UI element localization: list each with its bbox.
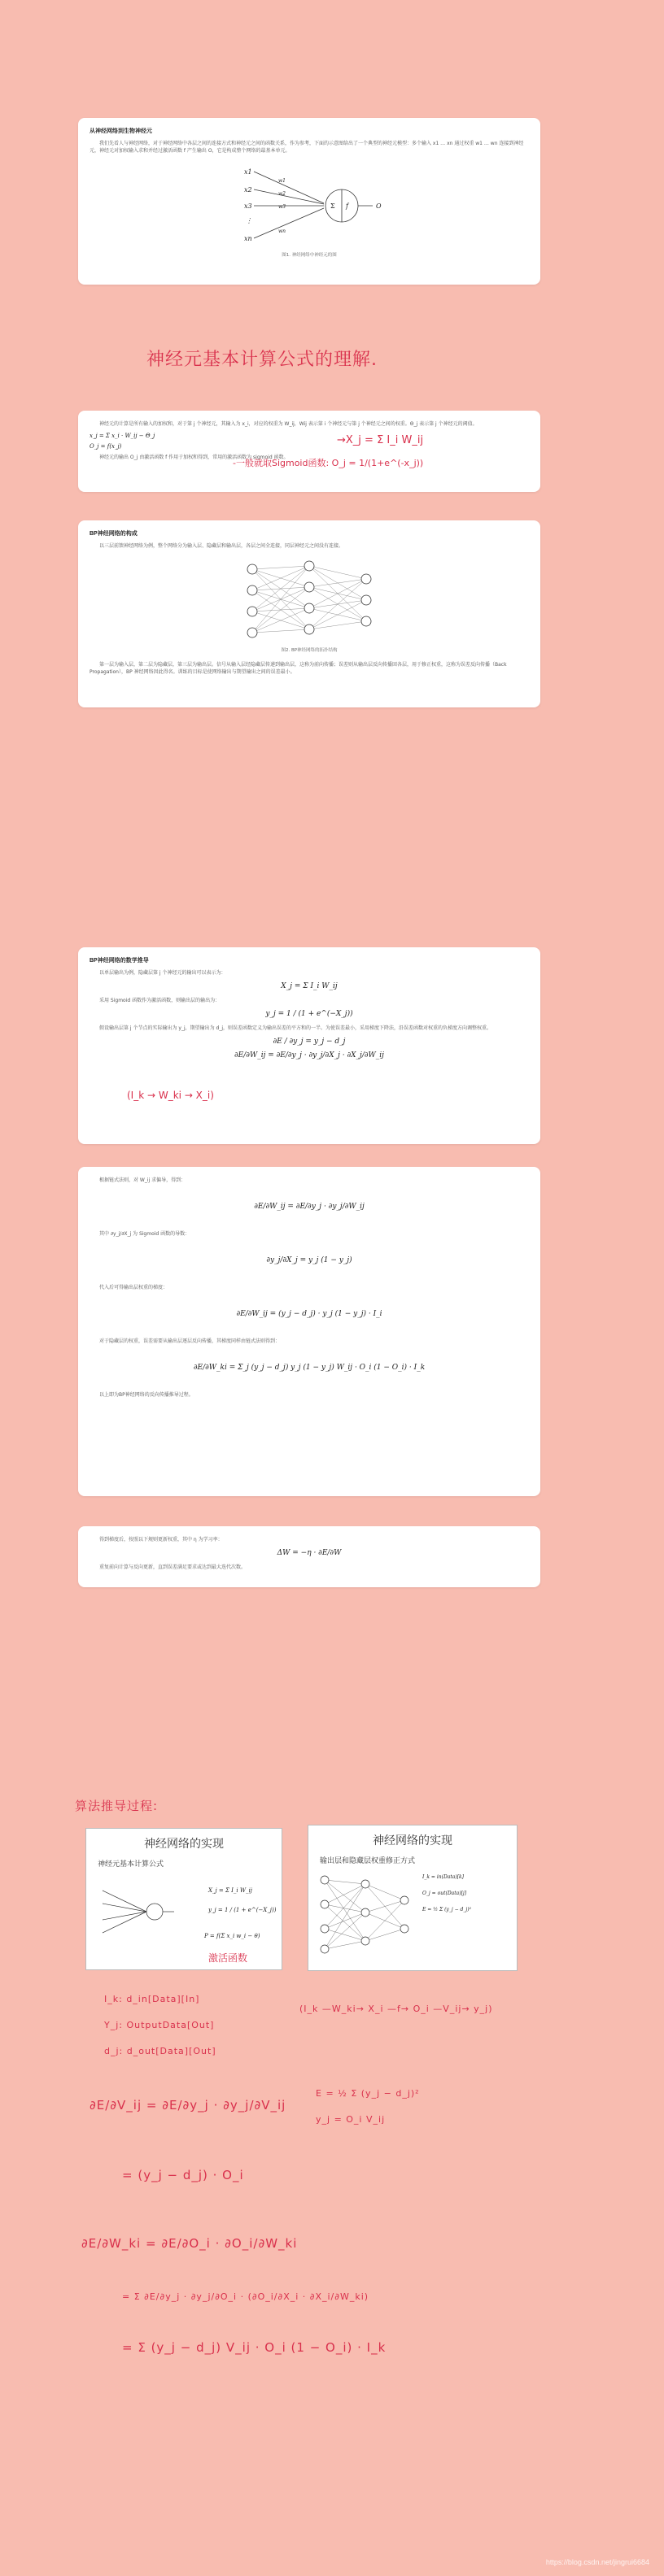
card-neuron-formula xyxy=(78,411,540,492)
handwritten-dE-dV: ∂E/∂V_ij = ∂E/∂y_j · ∂y_j/∂V_ij xyxy=(90,2098,286,2113)
slide-network-diagram xyxy=(317,1868,414,1957)
slide-title: 神经网络的实现 xyxy=(373,1834,452,1847)
formula-chain-rule: ∂E/∂W_ij = ∂E/∂y_j · ∂y_j/∂X_j · ∂X_j/∂W_ij xyxy=(234,1051,384,1060)
handwritten-yj-definition: Y_j: OutputData[Out] xyxy=(104,2020,215,2030)
slide-weight-correction xyxy=(308,1825,518,1971)
handwritten-flow-note: (I_k → W_ki → X_i) xyxy=(127,1090,214,1101)
handwritten-yj-formula: y_j = O_i V_ij xyxy=(316,2114,386,2125)
input-node xyxy=(247,628,257,637)
handwritten-activation-label: 激活函数 xyxy=(208,1952,248,1964)
formula-xj: X_j = Σ I_i W_ij xyxy=(281,982,338,990)
formula-intro: 神经元的计算是所有输入的加权和，对于第 j 个神经元，其输入为 x_i，对应的权重为 W_ij，Wij 表示第 i 个神经元与第 j 个神经元之间的权重。Θ_j 表示第 j 个神经元的阈值。 xyxy=(99,421,478,427)
slide-eq-2: y_j = 1 / (1 + e^(−X_j)) xyxy=(208,1907,277,1913)
output-node xyxy=(361,616,371,626)
handwritten-ik-definition: I_k: d_in[Data][In] xyxy=(104,1994,200,2004)
section-title: BP神经网络的数学推导 xyxy=(90,958,149,964)
input-node xyxy=(247,585,257,595)
formula-chain-1: ∂E/∂W_ij = ∂E/∂y_j · ∂y_j/∂W_ij xyxy=(254,1203,365,1211)
handwritten-error-function: E = ½ Σ (y_j − d_j)² xyxy=(316,2088,420,2099)
weight-w1: w1 xyxy=(278,178,286,184)
section-title: BP神经网络的构成 xyxy=(90,531,138,537)
neuron-f-label: f xyxy=(346,202,348,210)
card-neuron-model xyxy=(78,118,540,285)
formula-output-gradient: ∂E/∂W_ij = (y_j − d_j) · y_j (1 − y_j) · I_i xyxy=(236,1310,382,1318)
update-p1: 得到梯度后，按照以下规则更新权重，其中 η 为学习率： xyxy=(99,1537,223,1543)
section-body: 以三层前馈神经网络为例，整个网络分为输入层、隐藏层和输出层，各层之间全连接，同层神经元之间没有连接。 xyxy=(99,543,344,549)
weight-w2: w2 xyxy=(278,191,286,197)
hidden-node xyxy=(304,561,314,571)
slide-subtitle: 输出层和隐藏层权重修正方式 xyxy=(320,1857,416,1865)
input-x2: x2 xyxy=(244,186,252,194)
formula-tail: 神经元的输出 O_j 由激活函数 f 作用于加权和得到，常用的激活函数为 sigmoid 函数。 xyxy=(99,455,289,460)
hidden-node xyxy=(304,582,314,592)
handwritten-dj-definition: d_j: d_out[Data][Out] xyxy=(104,2046,216,2056)
input-xn: xn xyxy=(244,235,252,242)
slide-neuron-diagram xyxy=(96,1879,177,1944)
update-p2: 重复前向计算与反向更新，直到误差满足要求或达到最大迭代次数。 xyxy=(99,1564,247,1570)
hidden-node xyxy=(304,603,314,613)
hidden-node xyxy=(304,624,314,634)
input-x1: x1 xyxy=(244,168,252,176)
handwritten-flow: (I_k —W_ki→ X_i —f→ O_i —V_ij→ y_j) xyxy=(299,2004,493,2014)
card-weight-update xyxy=(78,1526,540,1587)
slide-neuron-formula xyxy=(85,1828,282,1970)
formula-output: O_j = f(x_j) xyxy=(90,443,122,450)
formula-hidden-gradient: ∂E/∂W_ki = Σ_j (y_j − d_j) y_j (1 − y_j) W_ij · O_i (1 − O_i) · I_k xyxy=(193,1364,426,1372)
neuron-diagram xyxy=(228,159,391,249)
chain-p3: 代入后可得输出层权重的梯度： xyxy=(99,1285,168,1290)
neuron-sum-label: Σ xyxy=(330,202,335,210)
handwritten-dE-dW-expand: = Σ ∂E/∂y_j · ∂y_j/∂O_i · (∂O_i/∂X_i · ∂X_i/∂W_ki) xyxy=(122,2291,369,2302)
chain-p2: 其中 ∂y_j/∂X_j 为 Sigmoid 函数的导数： xyxy=(99,1231,190,1237)
card-chain-rule xyxy=(78,1167,540,1496)
figure-caption: 图1. 神经网络中神经元的图 xyxy=(282,253,337,258)
handwritten-title: 神经元基本计算公式的理解. xyxy=(146,350,378,370)
weight-wn: wn xyxy=(278,228,286,234)
chain-p1: 根据链式法则，对 W_ij 求偏导，得到： xyxy=(99,1177,186,1183)
formula-weighted-sum: x_j = Σ x_i · W_ij − Θ_j xyxy=(90,433,155,439)
slide-eq-1: X_j = Σ I_i W_ij xyxy=(208,1887,252,1894)
output-node xyxy=(361,574,371,584)
chain-p5: 以上即为BP神经网络的反向传播推导过程。 xyxy=(99,1392,194,1398)
input-node xyxy=(247,564,257,574)
handwritten-dE-dV-result: = (y_j − d_j) · O_i xyxy=(122,2168,244,2182)
blog-watermark: https://blog.csdn.net/jingrui6684 xyxy=(545,2558,649,2566)
handwritten-dE-dW: ∂E/∂W_ki = ∂E/∂O_i · ∂O_i/∂W_ki xyxy=(81,2236,298,2251)
derivation-intro: 以单层输出为例，隐藏层第 j 个神经元的输出可以表示为： xyxy=(99,970,226,976)
chain-p4: 对于隐藏层的权重，误差需要从输出层逐层反向传播，其梯度同样由链式法则得到： xyxy=(99,1338,281,1344)
section-title: 从神经网络到生物神经元 xyxy=(90,128,152,134)
card-bp-structure xyxy=(78,520,540,707)
sigmoid-intro: 采用 Sigmoid 函数作为激活函数，则输出层的输出为： xyxy=(99,998,221,1003)
output-node xyxy=(361,595,371,605)
output-label: O xyxy=(376,202,382,210)
handwritten-sigmoid-note: -一般就取Sigmoid函数: O_j = 1/(1+e^(-x_j)) xyxy=(233,458,424,468)
input-dots: ⋮ xyxy=(246,217,252,224)
handwritten-xj: →X_j = Σ I_i W_ij xyxy=(337,434,424,446)
handwritten-dE-dW-result: = Σ (y_j − d_j) V_ij · O_i (1 − O_i) · I_k xyxy=(122,2340,387,2355)
weight-w3: w3 xyxy=(278,204,286,210)
figure-caption: 图2. BP神经网络的拓扑结构 xyxy=(281,648,338,653)
formula-dE-dy: ∂E / ∂y_j = y_j − d_j xyxy=(273,1038,346,1046)
slide-eq-2: O_j = out(Data)[j] xyxy=(422,1891,467,1896)
input-node xyxy=(247,607,257,616)
card-bp-derivation xyxy=(78,947,540,1144)
section-body: 我们先看人与神经网络，对于神经网络中各层之间的连接方式和神经元之间的函数关系，作为参考，下面的示意图给出了一个典型的神经元模型：多个输入 x1 … xn 通过权重 w1 … wn 连接到神经元，神经元对加权输入求和并经过激活函数 f 产生输出 O，它是构成整个网络的最基本单元。 xyxy=(90,141,524,154)
handwritten-algo-title: 算法推导过程: xyxy=(75,1799,159,1813)
slide-eq-3: E = ½ Σ (y_j − d_j)² xyxy=(422,1907,471,1912)
formula-yj: y_j = 1 / (1 + e^(−X_j)) xyxy=(265,1010,353,1018)
formula-sigmoid-derivative: ∂y_j/∂X_j = y_j (1 − y_j) xyxy=(266,1256,352,1264)
input-x3: x3 xyxy=(244,202,252,210)
bp-network-diagram xyxy=(236,555,382,644)
slide-eq-1: I_k = in(Data)[k] xyxy=(422,1874,465,1880)
formula-weight-update: ΔW = −η · ∂E/∂W xyxy=(277,1549,342,1557)
slide-subtitle: 神经元基本计算公式 xyxy=(98,1860,164,1869)
derivation-body: 假设输出层第 j 个节点的实际输出为 y_j，期望输出为 d_j，则误差函数定义为输出误差的平方和的一半。为使误差最小，采用梯度下降法，沿误差函数对权重的负梯度方向调整权重。 xyxy=(99,1025,491,1031)
slide-title: 神经网络的实现 xyxy=(144,1838,224,1851)
slide-eq-3: P = f(Σ x_i w_i − θ) xyxy=(204,1933,260,1939)
section-body-2: 第一层为输入层，第二层为隐藏层，第三层为输出层。信号从输入层经隐藏层传递到输出层，这称为前向传播；误差则从输出层反向传播回各层，用于修正权重，这称为误差反向传播（Back Propagation），BP 神经网络因此得名。训练的目标是使网络输出与期望输出之间的误差最小。 xyxy=(90,662,507,675)
slide-neuron-node xyxy=(146,1904,163,1920)
